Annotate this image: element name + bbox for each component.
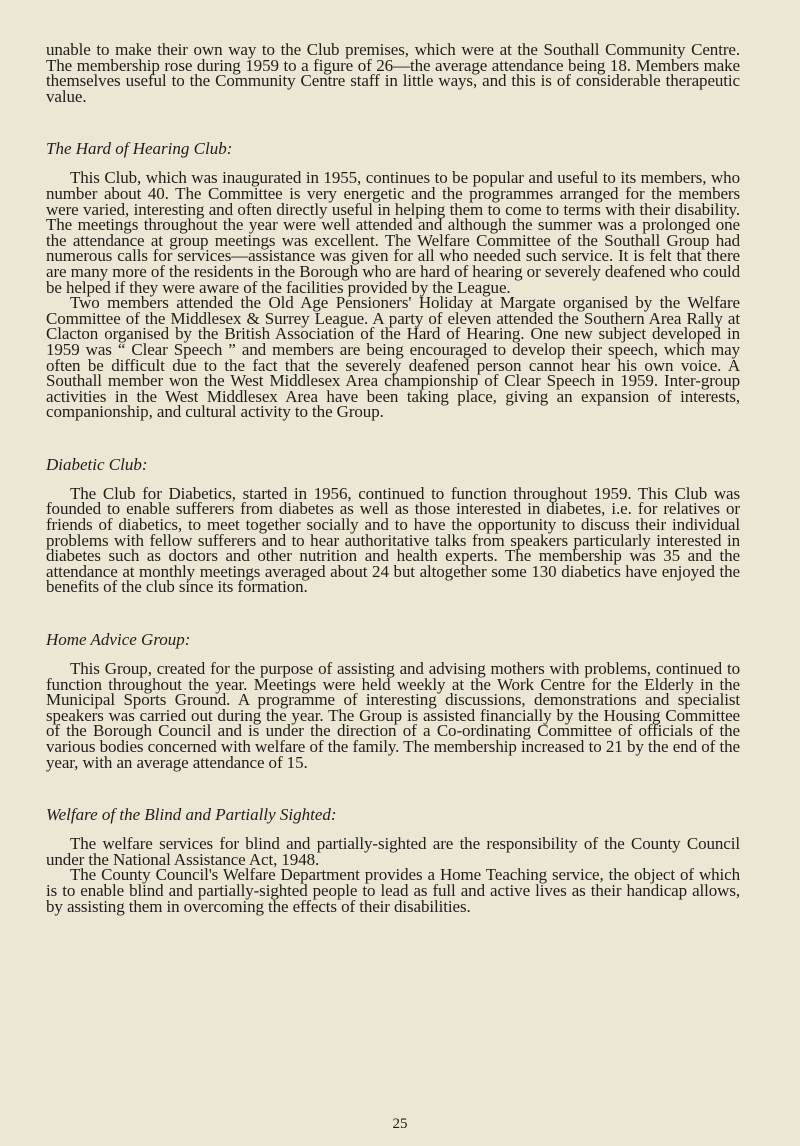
section-heading: The Hard of Hearing Club: — [46, 139, 233, 159]
page-number: 25 — [392, 1116, 408, 1132]
section-welfare-blind — [46, 806, 740, 914]
section-paragraph: Two members attended the Old Age Pensioners' Holiday at Margate organised by the Welfare Committee of the Middlesex & Surrey League. A party of eleven attended the Southern Area Rally at Clacton organised by the British Association of the Hard of Hearing. One new subject developed in 1959 was “ Clear Speech ” and members are being encouraged to develop their speech, which may often be difficult due to the fact that the severely deafened person cannot hear his own voice. A Southall member won the West Middlesex Area championship of Clear Speech in 1959. Inter-group activities in the West Middlesex Area have been taking place, giving an expansion of interests, companionship, and cultural activity to the Group. — [46, 293, 740, 422]
section-paragraph: The Club for Diabetics, started in 1956, continued to function throughout 1959. This Club was founded to enable sufferers from diabetes as well as those interested in diabetes, i.e. for relatives or friends of diabetics, to meet together socially and to have the opportunity to discuss their individual problems with fellow sufferers and to hear authoritative talks from speakers particularly interested in diabetes such as doctors and other nutrition and health experts. The membership was 35 and the attendance at monthly meetings averaged about 24 but altogether some 130 diabetics have enjoyed the benefits of the club since its formation. — [46, 483, 740, 597]
section-paragraph: The welfare services for blind and partially-sighted are the responsibility of the County Council under the National Assistance Act, 1948. — [46, 834, 740, 869]
section-home-advice-group — [46, 631, 740, 770]
document-page — [46, 42, 740, 914]
section-paragraph: This Club, which was inaugurated in 1955, continues to be popular and useful to its members, who number about 40. The Committee is very energetic and the programmes arranged for the members were varied, interesting and often directly useful in helping them to come to terms with their disability. The meetings throughout the year were well attended and although the summer was a prolonged one the attendance at group meetings was excellent. The Welfare Committee of the Southall Group had numerous calls for services—assistance was given for all who needed such service. It is felt that there are many more of the residents in the Borough who are hard of hearing or severely deafened who could be helped if they were aware of the facilities provided by the League. — [46, 168, 740, 297]
intro-paragraph: unable to make their own way to the Club premises, which were at the Southall Community Centre. The membership rose during 1959 to a figure of 26—the average attendance being 18. Members make themselves useful to the Community Centre staff in little ways, and this is of considerable therapeutic value. — [46, 40, 740, 106]
section-diabetic-club — [46, 456, 740, 595]
section-paragraph: The County Council's Welfare Department provides a Home Teaching service, the object of which is to enable blind and partially-sighted people to lead as full and active lives as their handicap allows, by assisting them in overcoming the effects of their disabilities. — [46, 865, 740, 916]
section-hard-of-hearing-club — [46, 140, 740, 420]
section-paragraph: This Group, created for the purpose of assisting and advising mothers with problems, continued to function throughout the year. Meetings were held weekly at the Work Centre for the Elderly in the Municipal Sports Ground. A programme of interesting discussions, demonstrations and specialist speakers was carried out during the year. The Group is assisted financially by the Housing Committee of the Borough Council and is under the direction of a Co-ordinating Committee of officials of the various bodies concerned with welfare of the family. The membership increased to 21 by the end of the year, with an average attendance of 15. — [46, 659, 740, 772]
section-heading: Welfare of the Blind and Partially Sighted: — [46, 805, 337, 825]
section-heading: Home Advice Group: — [46, 630, 191, 650]
section-heading: Diabetic Club: — [46, 454, 148, 474]
